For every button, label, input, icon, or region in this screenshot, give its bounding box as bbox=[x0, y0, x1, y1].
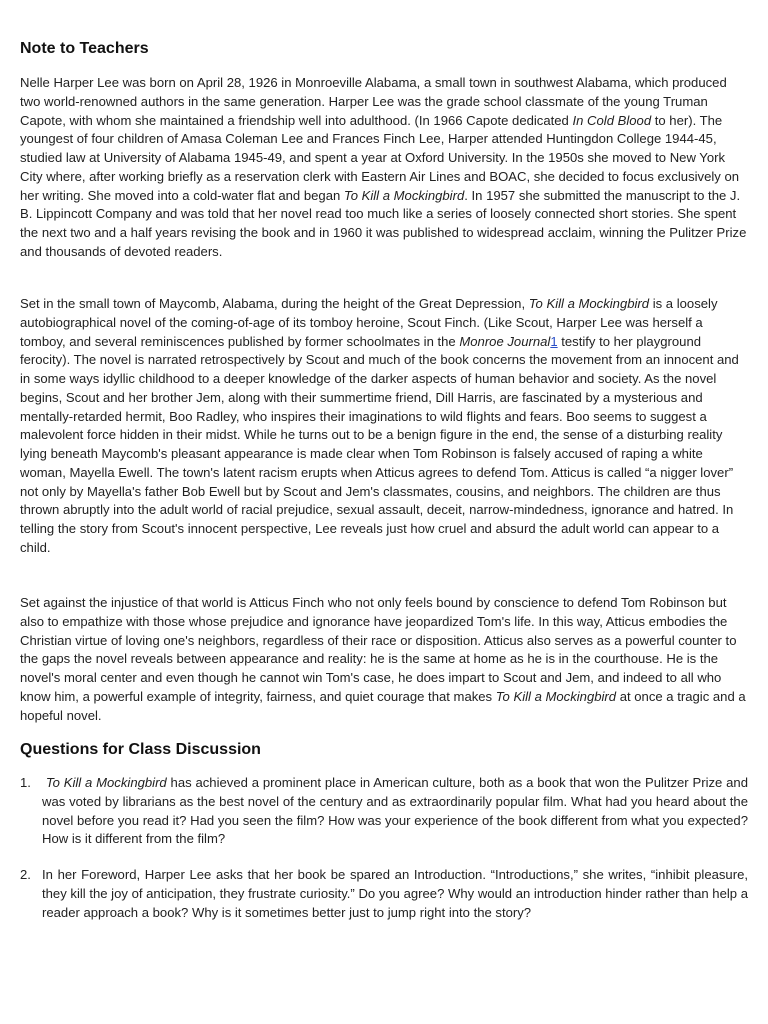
notes-paragraph-1 bbox=[20, 74, 748, 262]
notes-paragraph-3 bbox=[20, 594, 748, 725]
text: testify to her playground ferocity). The novel is narrated retrospectively by Scout and much of the book concerns the movement from an innocent and in some ways idyllic childhood to a deeper knowledge of the darker aspects of human behavior and society. As the novel begins, Scout and her brother Jem, along with their summertime friend, Dill Harris, are fascinated by a mysterious and mentally-retarded hermit, Boo Radley, who inspires their imaginations to wild flights and fears. Boo seems to suggest a malevolent force hidden in their midst. While he turns out to be a benign figure in the end, the sense of a disturbing reality lying beneath Maycomb's pleasant appearance is made clear when Tom Robinson is falsely accused of raping a white woman, Mayella Ewell. The town's latent racism erupts when Atticus agrees to defend Tom. Atticus is called “a nigger lover” not only by Mayella's father Bob Ewell but by Scout and Jem's classmates, cousins, and neighbors. The children are thus thrown abruptly into the adult world of racial prejudice, sexual assault, deceit, narrow-mindedness, ignorance and hatred. In telling the story from Scout's innocent perspective, Lee reveals just how cruel and absurd the adult world can appear to a child. bbox=[20, 333, 739, 555]
text: Set in the small town of Maycomb, Alabama, during the height of the Great Depression, bbox=[20, 296, 529, 311]
text: is a loosely autobiographical novel of the coming-of-age of its tomboy heroine, Scout Finch. (Like Scout, Harper Lee was herself a tomboy, and several reminiscences published by former schoolmates in the bbox=[20, 296, 718, 349]
question-number: 1. bbox=[20, 775, 31, 790]
text: has achieved a prominent place in American culture, both as a book that won the Pulitzer Prize and was voted by librarians as the best novel of the century and as extraordinarily popular film. What had you heard about the novel before you read it? Had you seen the film? How was your experience of the book different from what you expected? How is it different from the film? bbox=[42, 775, 748, 847]
question-text bbox=[42, 774, 748, 849]
questions-heading: Questions for Class Discussion bbox=[20, 741, 261, 758]
text: Set against the injustice of that world is Atticus Finch who not only feels bound by conscience to defend Tom Robinson but also to empathize with those whose prejudice and ignorance have jeopardized Tom's life. In this way, Atticus embodies the Christian virtue of loving one's neighbors, regardless of their race or disposition. Atticus also serves as a powerful counter to the gaps the novel reveals between appearance and reality: he is the same at home as he is in the courthouse. He is the novel's moral center and even though he cannot win Tom's case, he does impart to Scout and Jem, and indeed to all who know him, a powerful example of integrity, fairness, and quiet courage that makes bbox=[20, 595, 737, 704]
journal-title: Monroe Journal bbox=[459, 333, 551, 349]
text: . In 1957 she submitted the manuscript to the J. B. Lippincott Company and was told that her novel read too much like a series of loosely connected short stories. She spent the next two and a half years revising the book and in 1960 it was published to widespread acclaim, winning the Pulitzer Prize and thousands of devoted readers. bbox=[20, 187, 747, 259]
question-item-2 bbox=[20, 866, 748, 922]
book-title: To Kill a Mockingbird bbox=[45, 775, 167, 790]
book-title: To Kill a Mockingbird bbox=[343, 187, 465, 203]
book-title: In Cold Blood bbox=[572, 112, 652, 128]
book-title: To Kill a Mockingbird bbox=[528, 296, 650, 311]
text: to her). The youngest of four children of Amasa Coleman Lee and Frances Finch Lee, Harper attended Huntingdon College 1944-45, studied law at University of Alabama 1945-49, and spent a year at Oxford University. In the 1950s she moved to New York City where, after working briefly as a reservation clerk with Eastern Air Lines and BOAC, she decided to focus exclusively on her writing. She moved into a cold-water flat and began bbox=[20, 112, 740, 203]
question-item-1 bbox=[20, 774, 748, 849]
footnote-link[interactable]: 1 bbox=[550, 333, 558, 349]
question-number: 2. bbox=[20, 867, 31, 882]
notes-heading: Note to Teachers bbox=[20, 40, 149, 57]
question-text: In her Foreword, Harper Lee asks that her book be spared an Introduction. “Introductions,” she writes, “inhibit pleasure, they kill the joy of anticipation, they frustrate curiosity.” Do you agree? Why would an introduction hinder rather than help a reader approach a book? Why is it sometimes better just to jump right into the story? bbox=[42, 867, 748, 920]
text: at once a tragic and a hopeful novel. bbox=[20, 688, 746, 723]
book-title: To Kill a Mockingbird bbox=[495, 688, 617, 704]
text: Nelle Harper Lee was born on April 28, 1926 in Monroeville Alabama, a small town in southwest Alabama, which produced two world-renowned authors in the same generation. Harper Lee was the grade school classmate of the young Truman Capote, with whom she maintained a friendship well into adulthood. (In 1966 Capote dedicated bbox=[20, 75, 727, 128]
notes-paragraph-2 bbox=[20, 295, 748, 558]
